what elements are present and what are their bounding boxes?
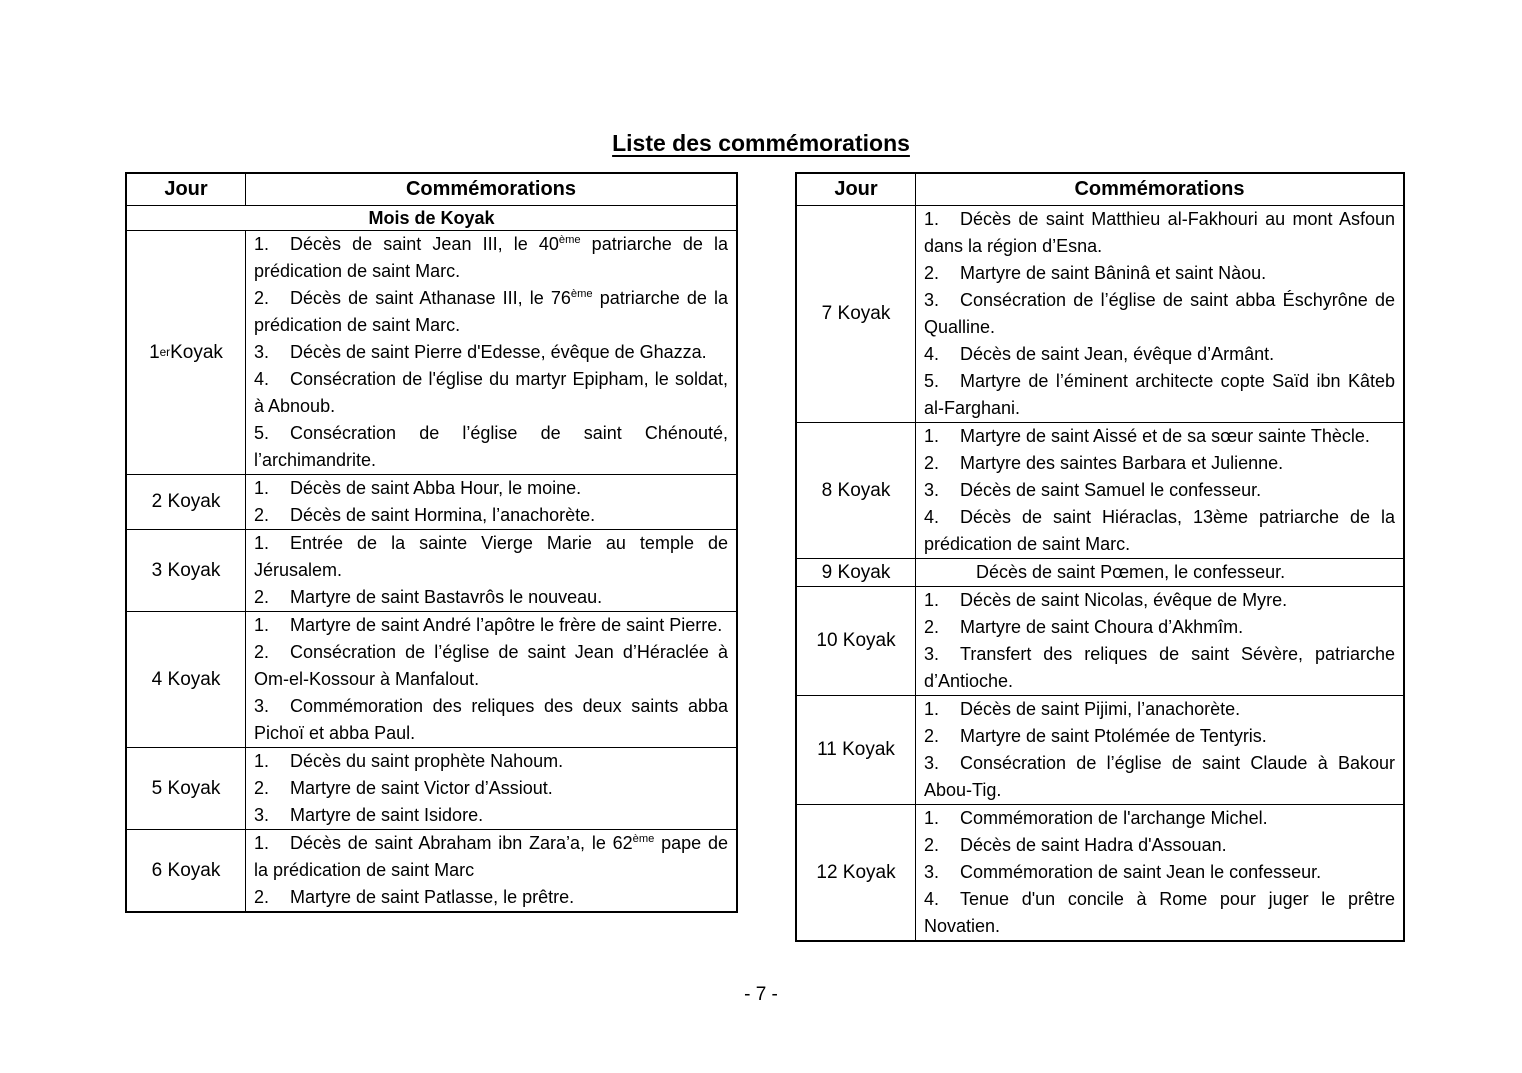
commemoration-item: 1. Décès du saint prophète Nahoum. [254,748,728,775]
table-row [127,829,736,911]
item-number: 4. [924,507,940,527]
commemoration-item: 4. Tenue d'un concile à Rome pour juger le prêtre Novatien. [924,886,1395,940]
commemorations-cell [246,530,736,611]
commemoration-item: 1. Décès de saint Abba Hour, le moine. [254,475,728,502]
commemoration-item: 2. Martyre de saint Victor d’Assiout. [254,775,728,802]
day-label: 3 Koyak [127,530,246,611]
item-number: 1. [924,808,940,828]
item-number: 1. [924,699,940,719]
item-number: 1. [254,833,270,853]
commemoration-item: 4. Décès de saint Jean, évêque d’Armânt. [924,341,1395,368]
item-number: 3. [924,644,940,664]
item-number: 2. [254,887,270,907]
commemoration-item: 2. Martyre de saint Patlasse, le prêtre. [254,884,728,911]
table-row [797,558,1403,586]
table-row [797,695,1403,804]
commemorations-cell [246,612,736,747]
commemoration-item: 1. Commémoration de l'archange Michel. [924,805,1395,832]
commemorations-cell [916,206,1403,422]
commemoration-item: 3. Commémoration de saint Jean le confesseur. [924,859,1395,886]
header-commemorations: Commémorations [1074,178,1245,200]
item-number: 1. [254,234,270,254]
commemoration-item: 1. Martyre de saint Aissé et de sa sœur sainte Thècle. [924,423,1395,450]
item-number: 3. [924,290,940,310]
item-number: 1. [924,590,940,610]
commemorations-cell [916,423,1403,558]
commemorations-cell [246,231,736,474]
commemoration-item: 2. Consécration de l’église de saint Jean d’Héraclée à Om-el-Kossour à Manfalout. [254,639,728,693]
commemoration-item: 3. Martyre de saint Isidore. [254,802,728,829]
header-day: Jour [127,174,246,205]
day-label: 4 Koyak [127,612,246,747]
item-number: 3. [924,862,940,882]
commemoration-item: 1. Entrée de la sainte Vierge Marie au temple de Jérusalem. [254,530,728,584]
day-label: 9 Koyak [797,559,916,586]
commemoration-item: 2. Martyre des saintes Barbara et Julienne. [924,450,1395,477]
day-label: 10 Koyak [797,587,916,695]
item-number: 2. [254,288,270,308]
item-number: 1. [254,478,270,498]
ordinal-superscript: ème [558,234,581,246]
day-label: 7 Koyak [797,206,916,422]
page-title: Liste des commémorations [612,130,910,156]
item-number: 2. [924,726,940,746]
day-label: 5 Koyak [127,748,246,829]
commemorations-cell [916,587,1403,695]
table-row [797,804,1403,940]
commemoration-item: 3. Consécration de l’église de saint abba Éschyrône de Qualline. [924,287,1395,341]
commemoration-item: 3. Consécration de l’église de saint Claude à Bakour Abou-Tig. [924,750,1395,804]
day-label: 6 Koyak [127,830,246,911]
day-label: 11 Koyak [797,696,916,804]
commemoration-item: 2. Martyre de saint Ptolémée de Tentyris. [924,723,1395,750]
commemoration-item: 3. Commémoration des reliques des deux saints abba Pichoï et abba Paul. [254,693,728,747]
item-number: 3. [254,805,270,825]
item-number: 3. [254,342,270,362]
commemoration-item: 2. Martyre de saint Choura d’Akhmîm. [924,614,1395,641]
commemoration-item: 2. Décès de saint Athanase III, le 76ème patriarche de la prédication de saint Marc. [254,285,728,339]
table-row [127,611,736,747]
commemoration-item: 2. Décès de saint Hormina, l’anachorète. [254,502,728,529]
item-number: 2. [924,617,940,637]
item-number: 1. [254,533,270,553]
commemorations-table-koyak-7-12 [795,172,1405,942]
header-commemorations: Commémorations [405,178,577,200]
item-number: 4. [254,369,270,389]
commemorations-cell [246,475,736,529]
table-header-row [127,174,736,205]
commemoration-item: 5. Consécration de l’église de saint Chénouté, l’archimandrite. [254,420,728,474]
item-number: 1. [924,426,940,446]
commemoration-item: 1. Martyre de saint André l’apôtre le frère de saint Pierre. [254,612,728,639]
header-day: Jour [797,174,916,205]
item-number: 3. [924,480,940,500]
commemorations-cell [916,559,1403,586]
commemorations-cell [246,830,736,911]
commemoration-item: 1. Décès de saint Abraham ibn Zara’a, le 62ème pape de la prédication de saint Marc [254,830,728,884]
item-number: 1. [254,615,270,635]
page-number: - 7 - [744,984,778,1005]
item-number: 3. [924,753,940,773]
day-label: 8 Koyak [797,423,916,558]
table-row [127,747,736,829]
commemorations-cell [246,748,736,829]
commemoration-item: 3. Transfert des reliques de saint Sévère, patriarche d’Antioche. [924,641,1395,695]
commemoration-item: 2. Martyre de saint Bâninâ et saint Nàou. [924,260,1395,287]
table-row [797,422,1403,558]
table-header-row [797,174,1403,205]
item-number: 1. [924,209,940,229]
commemoration-item: 1. Décès de saint Nicolas, évêque de Myre. [924,587,1395,614]
commemoration-item: 1. Décès de saint Jean III, le 40ème patriarche de la prédication de saint Marc. [254,231,728,285]
day-label: 2 Koyak [127,475,246,529]
commemoration-item: 4. Consécration de l'église du martyr Epipham, le soldat, à Abnoub. [254,366,728,420]
commemorations-cell [916,805,1403,940]
item-number: 4. [924,344,940,364]
commemorations-table-koyak-1-6 [125,172,738,913]
commemoration-item: 3. Décès de saint Pierre d'Edesse, évêque de Ghazza. [254,339,728,366]
ordinal-superscript: ème [632,833,655,845]
commemoration-item: 4. Décès de saint Hiéraclas, 13ème patriarche de la prédication de saint Marc. [924,504,1395,558]
commemoration-item: 1. Décès de saint Pijimi, l’anachorète. [924,696,1395,723]
item-number: 1. [254,751,270,771]
item-number: 2. [924,263,940,283]
commemoration-item: 5. Martyre de l’éminent architecte copte Saïd ibn Kâteb al-Farghani. [924,368,1395,422]
item-number: 2. [254,642,270,662]
table-row [127,474,736,529]
commemoration-item: 1. Décès de saint Matthieu al-Fakhouri au mont Asfoun dans la région d’Esna. [924,206,1395,260]
item-number: 2. [254,587,270,607]
commemoration-item: 2. Martyre de saint Bastavrôs le nouveau. [254,584,728,611]
table-row [797,586,1403,695]
table-row [127,230,736,474]
item-number: 2. [924,835,940,855]
commemoration-item: Décès de saint Pœmen, le confesseur. [976,562,1286,582]
table-row [127,529,736,611]
ordinal-superscript: ème [570,288,593,300]
item-number: 2. [254,778,270,798]
commemoration-item: 2. Décès de saint Hadra d'Assouan. [924,832,1395,859]
table-row [797,205,1403,422]
item-number: 2. [924,453,940,473]
day-label: 12 Koyak [797,805,916,940]
item-number: 4. [924,889,940,909]
item-number: 3. [254,696,270,716]
day-label: 1 er Koyak [127,231,246,474]
commemorations-cell [916,696,1403,804]
item-number: 5. [254,423,270,443]
item-number: 5. [924,371,940,391]
commemoration-item: 3. Décès de saint Samuel le confesseur. [924,477,1395,504]
item-number: 2. [254,505,270,525]
month-banner: Mois de Koyak [127,205,736,230]
